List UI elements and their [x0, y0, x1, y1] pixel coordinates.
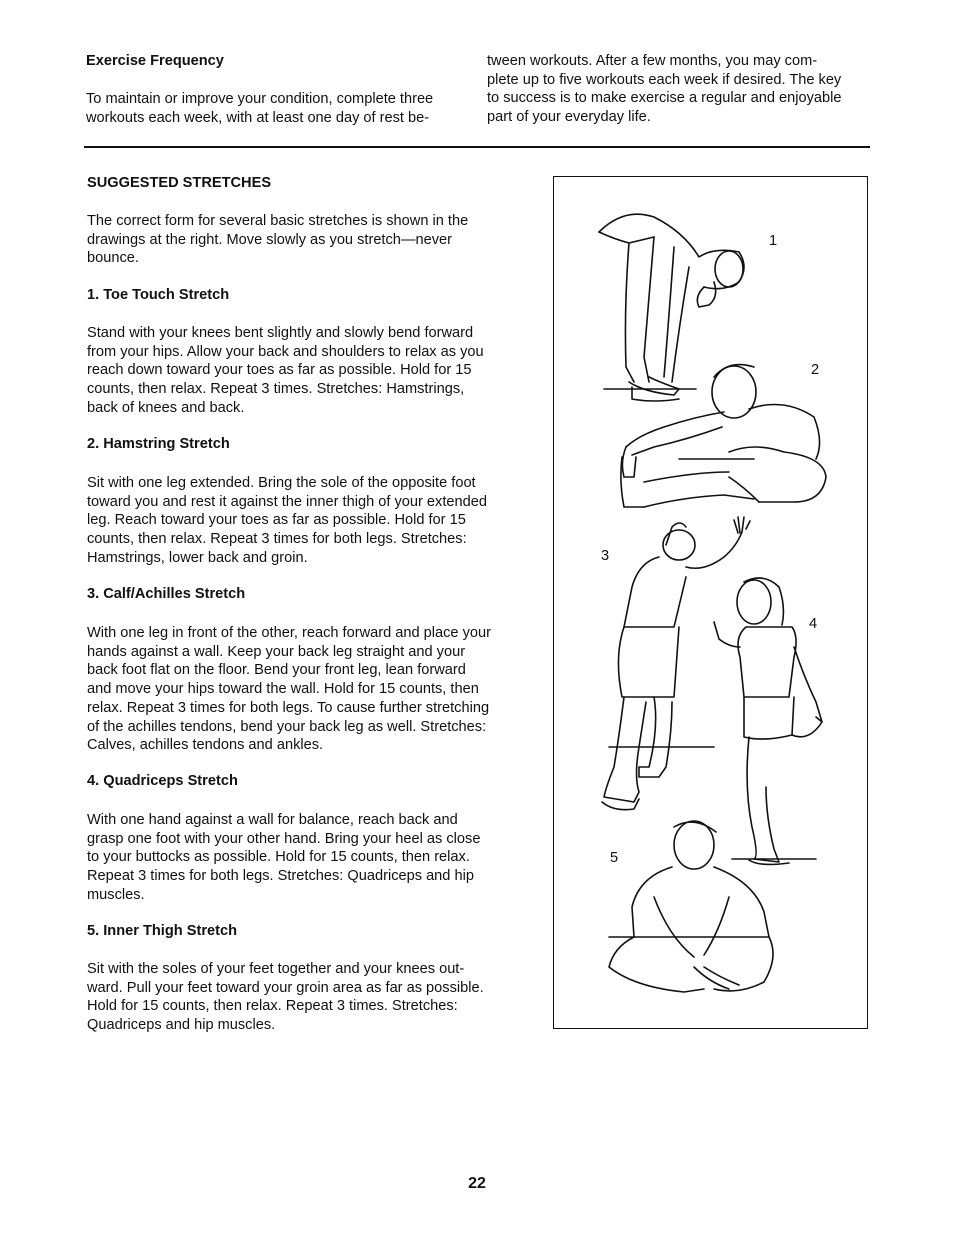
figure-3-calf-achilles [602, 517, 750, 810]
figure-4-quadriceps [714, 578, 822, 864]
stretch-3-body: With one leg in front of the other, reach forward and place your hands against a wall. Keep your back leg straight and your back foot flat on the floor. Bend your front leg, lean forward and move your hips toward the wall. Hold for 15 counts, then relax. Repeat 3 times for both legs. To cause further stretching of the achilles tendons, bend your back leg as well. Stretches: Calves, achilles tendons and ankles. [87, 625, 491, 754]
stretch-5-body: Sit with the soles of your feet together and your knees out- ward. Pull your feet toward your groin area as far as possible. Hold for 15 counts, then relax. Repeat 3 times. Stretches: Quadriceps and hip muscles. [87, 961, 484, 1034]
figure-label-1: 1 [769, 233, 778, 249]
stretches-intro: The correct form for several basic stretches is shown in the drawings at the right. Move slowly as you stretch—never bounce. [87, 213, 469, 267]
figure-1-toe-touch [599, 214, 744, 401]
figure-label-4: 4 [809, 616, 818, 632]
stretch-4-body: With one hand against a wall for balance, reach back and grasp one foot with your other hand. Bring your heel as close to your buttocks as possible. Hold for 15 counts, then relax. Repeat 3 times for both legs. Stretches: Quadriceps and hip muscles. [87, 812, 481, 903]
stretch-5-title: 5. Inner Thigh Stretch [87, 923, 238, 939]
stretches-illustration [553, 176, 868, 1029]
section-divider [84, 146, 870, 148]
stretch-1-body: Stand with your knees bent slightly and slowly bend forward from your hips. Allow your back and shoulders to relax as you reach down toward your toes as far as possible. Hold for 15 counts, then relax. Repeat 3 times. Stretches: Hamstrings, back of knees and back. [87, 325, 484, 416]
figure-5-inner-thigh [609, 821, 773, 992]
figure-2-hamstring [621, 365, 826, 507]
figure-label-3: 3 [601, 548, 610, 564]
frequency-text-right: tween workouts. After a few months, you may com- plete up to five workouts each week if desired. The key to success is to make exercise a regular and enjoyable part of your everyday life. [487, 53, 842, 126]
stretch-4-title: 4. Quadriceps Stretch [87, 773, 238, 789]
frequency-text-left: To maintain or improve your condition, complete three workouts each week, with at least one day of rest be- [86, 91, 434, 126]
stretch-3-title: 3. Calf/Achilles Stretch [87, 586, 246, 602]
figure-label-5: 5 [610, 850, 619, 866]
figure-label-2: 2 [811, 362, 820, 378]
page-number: 22 [468, 1175, 486, 1192]
stretch-figures-drawing [554, 177, 869, 1030]
stretch-2-title: 2. Hamstring Stretch [87, 436, 230, 452]
frequency-heading: Exercise Frequency [86, 53, 224, 69]
stretch-1-title: 1. Toe Touch Stretch [87, 287, 230, 303]
stretch-2-body: Sit with one leg extended. Bring the sole of the opposite foot toward you and rest it against the inner thigh of your extended leg. Reach toward your toes as far as possible. Hold for 15 counts, then relax. Repeat 3 times for both legs. Stretches: Hamstrings, lower back and groin. [87, 475, 487, 566]
stretches-heading: SUGGESTED STRETCHES [87, 175, 272, 191]
